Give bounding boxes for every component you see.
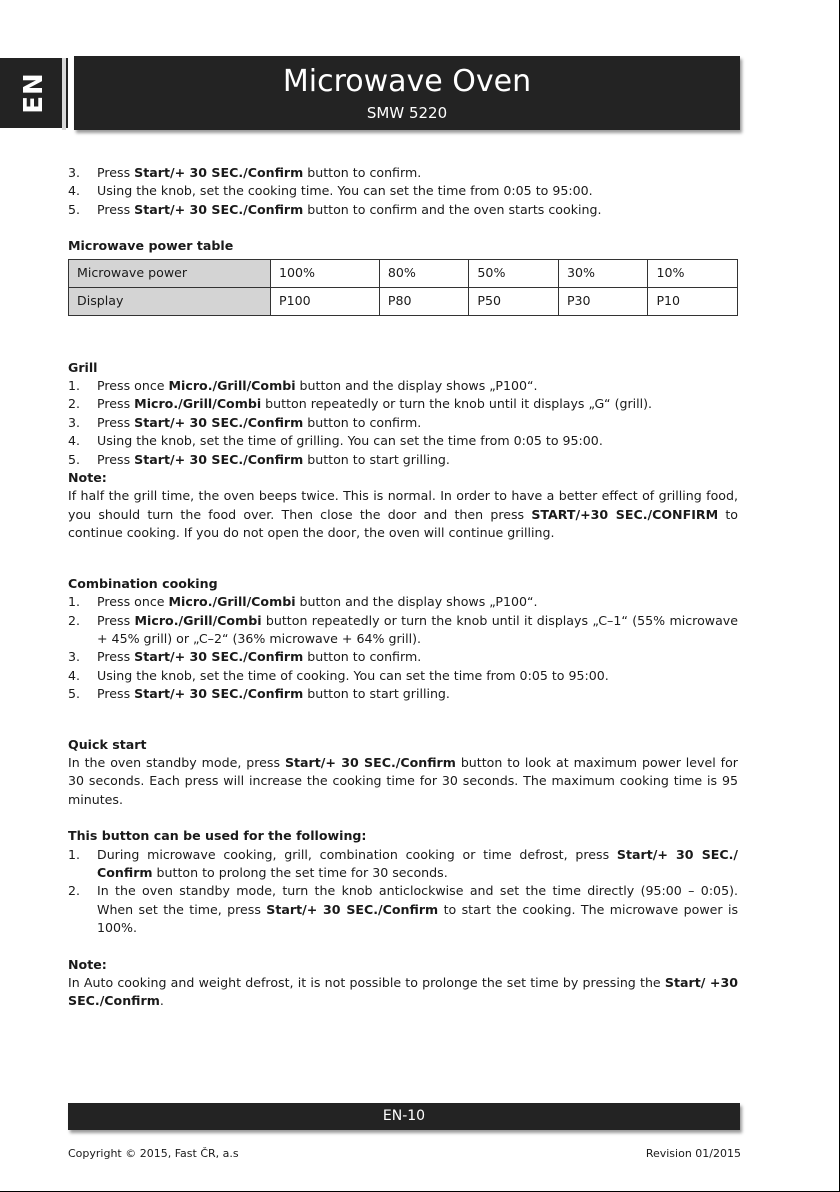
step-text xyxy=(97,164,738,182)
text-run: Press xyxy=(97,649,135,665)
grill-steps-list xyxy=(68,377,738,469)
step-number: 1. xyxy=(68,378,81,394)
steps-top-list xyxy=(68,164,738,219)
bold-text: Micro./Grill/Combi xyxy=(168,594,296,610)
text-run: Using the knob, set the time of cooking. You can set the time from 0:05 to 95:00. xyxy=(97,667,609,683)
final-note-text xyxy=(68,974,738,1011)
step-item xyxy=(68,414,738,432)
bold-text: Micro./Grill/Combi xyxy=(134,396,262,412)
language-label: EN xyxy=(19,72,49,114)
text-run: Press xyxy=(97,686,135,702)
table-cell: P30 xyxy=(558,287,648,315)
bold-text: Start/ +30 SEC./Confirm xyxy=(68,975,738,1009)
power-table xyxy=(68,259,738,316)
text-run: Using the knob, set the time of grilling. You can set the time from 0:05 to 95:00. xyxy=(97,433,603,449)
table-cell: P50 xyxy=(469,287,559,315)
text-run: button to start grilling. xyxy=(303,451,450,467)
step-text xyxy=(97,377,738,395)
quick-start-heading: Quick start xyxy=(68,736,147,752)
text-run: Press once xyxy=(97,378,169,394)
step-text xyxy=(97,182,738,200)
step-number: 5. xyxy=(68,201,81,217)
step-item xyxy=(68,612,738,649)
text-run: Press xyxy=(97,165,135,180)
text-run: In the oven standby mode, press xyxy=(68,754,285,770)
step-number: 5. xyxy=(68,686,81,702)
model-number: SMW 5220 xyxy=(366,104,448,122)
table-cell: P100 xyxy=(271,287,380,315)
language-divider xyxy=(62,58,66,130)
step-text xyxy=(97,685,738,703)
table-cell: 100% xyxy=(271,259,380,287)
bold-text: Micro./Grill/Combi xyxy=(168,378,296,394)
table-cell: 50% xyxy=(469,259,559,287)
step-text xyxy=(97,882,738,937)
step-number: 1. xyxy=(68,846,81,862)
step-text xyxy=(97,593,738,611)
revision: Revision 01/2015 xyxy=(645,1147,741,1160)
text-run: button to confirm and the oven starts cooking. xyxy=(303,201,602,217)
step-item xyxy=(68,432,738,450)
step-item xyxy=(68,182,738,200)
step-number: 2. xyxy=(68,612,81,628)
text-run: Press once xyxy=(97,594,169,610)
row-header-cell: Display xyxy=(69,287,271,315)
step-item xyxy=(68,648,738,666)
step-number: 1. xyxy=(68,594,81,610)
power-table-title: Microwave power table xyxy=(68,238,234,254)
text-run: to continue cooking. If you do not open the door, the oven will continue grilling. xyxy=(68,506,738,541)
step-text xyxy=(97,612,738,649)
text-run: Press xyxy=(97,612,135,628)
text-run: Press xyxy=(97,396,135,412)
text-run: button to prolong the set time for 30 seconds. xyxy=(152,864,448,880)
quick-start-text xyxy=(68,754,738,809)
bold-text: Start/+ 30 SEC./Confirm xyxy=(134,414,304,430)
step-text xyxy=(97,414,738,432)
final-note-label: Note: xyxy=(68,956,107,972)
step-number: 4. xyxy=(68,667,81,683)
text-run: button repeatedly or turn the knob until it displays „G“ (grill). xyxy=(261,396,653,412)
step-number: 3. xyxy=(68,649,81,665)
text-run: button and the display shows „P100“. xyxy=(295,378,538,394)
step-text xyxy=(97,201,738,219)
bold-text: Start/+ 30 SEC./Confirm xyxy=(134,649,304,665)
page-number: EN-10 xyxy=(382,1108,426,1124)
step-text xyxy=(97,846,738,883)
step-number: 3. xyxy=(68,414,81,430)
step-text xyxy=(97,451,738,469)
step-text xyxy=(97,648,738,666)
table-cell: 30% xyxy=(558,259,648,287)
text-run: Press xyxy=(97,451,135,467)
text-run: button to confirm. xyxy=(303,649,422,665)
bold-text: Start/+ 30 SEC./ Confirm xyxy=(97,846,738,880)
bold-text: Start/+ 30 SEC./Confirm xyxy=(134,201,304,217)
text-run: button to confirm. xyxy=(303,165,422,180)
text-run: In the oven standby mode, turn the knob anticlockwise and set the time directly (95:00 – 0:05). When set the time, press xyxy=(97,883,738,917)
step-text xyxy=(97,667,738,685)
step-item xyxy=(68,201,738,219)
step-item xyxy=(68,593,738,611)
step-item xyxy=(68,164,738,182)
text-run: In Auto cooking and weight defrost, it is not possible to prolonge the set time by pressing the xyxy=(68,975,665,990)
step-item xyxy=(68,667,738,685)
step-item xyxy=(68,685,738,703)
page-header xyxy=(74,56,740,130)
text-run: button to confirm. xyxy=(303,414,422,430)
text-run: Press xyxy=(97,201,135,217)
step-text xyxy=(97,395,738,413)
copyright: Copyright © 2015, Fast ČR, a.s xyxy=(68,1147,239,1160)
bold-text: Start/+ 30 SEC./Confirm xyxy=(134,451,304,467)
step-item xyxy=(68,395,738,413)
language-tab xyxy=(0,58,68,128)
document-title: Microwave Oven xyxy=(282,64,532,99)
text-run: . xyxy=(159,993,164,1009)
table-cell: P80 xyxy=(379,287,469,315)
text-run: to start the cooking. The microwave power is 100%. xyxy=(97,901,739,936)
step-number: 2. xyxy=(68,396,81,412)
grill-heading: Grill xyxy=(68,359,98,375)
step-item xyxy=(68,882,738,937)
table-row xyxy=(69,259,738,287)
step-number: 2. xyxy=(68,883,81,899)
text-run: Press xyxy=(97,414,135,430)
step-number: 5. xyxy=(68,451,81,467)
table-cell: 10% xyxy=(648,259,738,287)
text-run: During microwave cooking, grill, combination cooking or time defrost, press xyxy=(97,846,617,862)
bold-text: Start/+ 30 SEC./Confirm xyxy=(284,754,456,770)
table-row xyxy=(69,287,738,315)
combination-heading: Combination cooking xyxy=(68,575,218,591)
grill-note-text xyxy=(68,487,738,542)
grill-note-label: Note: xyxy=(68,470,107,486)
text-run: Using the knob, set the cooking time. You can set the time from 0:05 to 95:00. xyxy=(97,183,593,199)
step-item xyxy=(68,451,738,469)
combination-steps-list xyxy=(68,593,738,703)
text-run: If half the grill time, the oven beeps twice. This is normal. In order to have a better effect of grilling food, you should turn the food over. Then close the door and then press xyxy=(68,488,738,522)
bold-text: Start/+ 30 SEC./Confirm xyxy=(134,165,304,180)
table-cell: P10 xyxy=(648,287,738,315)
text-run: button to look at maximum power level for 30 seconds. Each press will increase the cooking time for 30 seconds. The maximum cooking time is 95 minutes. xyxy=(68,754,738,807)
step-number: 4. xyxy=(68,183,81,199)
uses-steps-list xyxy=(68,846,738,938)
page-number-bar xyxy=(68,1103,740,1130)
bold-text: START/+30 SEC./CONFIRM xyxy=(531,506,719,522)
bold-text: Micro./Grill/Combi xyxy=(134,612,262,628)
manual-content xyxy=(68,164,738,1011)
bold-text: Start/+ 30 SEC./Confirm xyxy=(266,901,439,917)
step-item xyxy=(68,377,738,395)
text-run: button repeatedly or turn the knob until it displays „C–1“ (55% microwave + 45% grill) or „C–2“ (36% microwave + 64% grill). xyxy=(97,612,738,646)
table-cell: 80% xyxy=(379,259,469,287)
row-header-cell: Microwave power xyxy=(69,259,271,287)
text-run: button to start grilling. xyxy=(303,686,450,702)
text-run: button and the display shows „P100“. xyxy=(295,594,538,610)
step-text xyxy=(97,432,738,450)
uses-heading: This button can be used for the following: xyxy=(68,828,367,844)
step-number: 4. xyxy=(68,433,81,449)
step-number: 3. xyxy=(68,165,81,180)
bold-text: Start/+ 30 SEC./Confirm xyxy=(134,686,304,702)
step-item xyxy=(68,846,738,883)
